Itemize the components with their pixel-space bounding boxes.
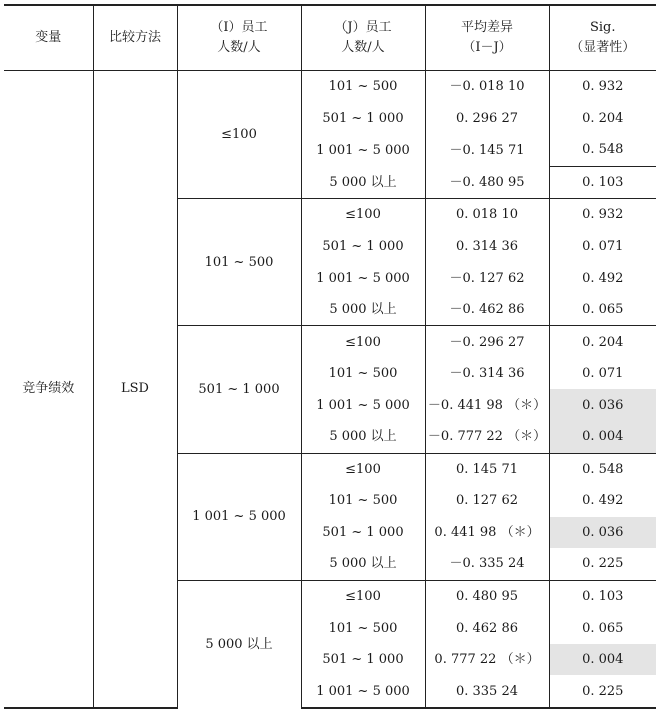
lsd-comparison-table (4, 4, 656, 709)
mean-difference-cell: 0. 296 27 (425, 103, 549, 135)
significance-cell: 0. 103 (549, 580, 656, 612)
significance-cell: 0. 004 (549, 644, 656, 676)
table-row (4, 71, 656, 103)
mean-difference-cell: 0. 335 24 (425, 675, 549, 708)
method-cell: LSD (93, 71, 177, 708)
mean-difference-cell: 0. 480 95 (425, 580, 549, 612)
j-group-cell: 101 ~ 500 (301, 485, 425, 517)
significance-cell: 0. 204 (549, 103, 656, 135)
significance-cell: 0. 004 (549, 421, 656, 453)
significance-cell: 0. 548 (549, 453, 656, 485)
j-group-cell: 5 000 以上 (301, 548, 425, 580)
j-group-cell: 5 000 以上 (301, 294, 425, 326)
j-group-cell: 501 ~ 1 000 (301, 103, 425, 135)
j-group-cell: 1 001 ~ 5 000 (301, 389, 425, 421)
mean-difference-cell: －0. 480 95 (425, 166, 549, 199)
significance-cell: 0. 036 (549, 517, 656, 549)
j-group-cell: 5 000 以上 (301, 166, 425, 199)
mean-difference-cell: 0. 777 22 （＊） (425, 644, 549, 676)
header-method: 比较方法 (93, 5, 177, 71)
mean-difference-cell: －0. 314 36 (425, 358, 549, 390)
j-group-cell: 101 ~ 500 (301, 612, 425, 644)
mean-difference-cell: －0. 335 24 (425, 548, 549, 580)
header-row (4, 5, 656, 71)
significance-cell: 0. 932 (549, 71, 656, 103)
significance-cell: 0. 036 (549, 389, 656, 421)
header-i-employees: （I）员工 人数/人 (177, 5, 301, 71)
j-group-cell: 501 ~ 1 000 (301, 644, 425, 676)
significance-cell: 0. 225 (549, 548, 656, 580)
mean-difference-cell: 0. 018 10 (425, 199, 549, 231)
header-significance: Sig. （显著性） (549, 5, 656, 71)
i-group-cell: 1 001 ~ 5 000 (177, 453, 301, 580)
j-group-cell: 101 ~ 500 (301, 358, 425, 390)
mean-difference-cell: 0. 314 36 (425, 231, 549, 263)
mean-difference-cell: －0. 145 71 (425, 134, 549, 166)
significance-cell: 0. 548 (549, 134, 656, 166)
significance-cell: 0. 492 (549, 262, 656, 294)
mean-difference-cell: 0. 462 86 (425, 612, 549, 644)
mean-difference-cell: －0. 441 98 （＊） (425, 389, 549, 421)
significance-cell: 0. 065 (549, 612, 656, 644)
header-variable: 变量 (4, 5, 93, 71)
significance-cell: 0. 225 (549, 675, 656, 708)
mean-difference-cell: 0. 441 98 （＊） (425, 517, 549, 549)
table-container (4, 4, 656, 709)
variable-cell: 竞争绩效 (4, 71, 93, 708)
j-group-cell: 501 ~ 1 000 (301, 231, 425, 263)
significance-cell: 0. 065 (549, 294, 656, 326)
j-group-cell: 1 001 ~ 5 000 (301, 134, 425, 166)
mean-difference-cell: －0. 127 62 (425, 262, 549, 294)
significance-cell: 0. 103 (549, 166, 656, 199)
j-group-cell: ≤100 (301, 580, 425, 612)
mean-difference-cell: 0. 127 62 (425, 485, 549, 517)
j-group-cell: ≤100 (301, 199, 425, 231)
mean-difference-cell: －0. 462 86 (425, 294, 549, 326)
significance-cell: 0. 932 (549, 199, 656, 231)
j-group-cell: 1 001 ~ 5 000 (301, 262, 425, 294)
significance-cell: 0. 071 (549, 358, 656, 390)
i-group-cell: 501 ~ 1 000 (177, 326, 301, 453)
j-group-cell: 1 001 ~ 5 000 (301, 675, 425, 708)
i-group-cell: 101 ~ 500 (177, 199, 301, 326)
significance-cell: 0. 492 (549, 485, 656, 517)
significance-cell: 0. 071 (549, 231, 656, 263)
j-group-cell: 101 ~ 500 (301, 71, 425, 103)
i-group-cell: ≤100 (177, 71, 301, 199)
j-group-cell: 501 ~ 1 000 (301, 517, 425, 549)
i-group-cell: 5 000 以上 (177, 580, 301, 708)
mean-difference-cell: －0. 777 22 （＊） (425, 421, 549, 453)
j-group-cell: ≤100 (301, 326, 425, 358)
j-group-cell: 5 000 以上 (301, 421, 425, 453)
table-body (4, 71, 656, 708)
header-mean-difference: 平均差异 （I－J） (425, 5, 549, 71)
j-group-cell: ≤100 (301, 453, 425, 485)
mean-difference-cell: －0. 296 27 (425, 326, 549, 358)
mean-difference-cell: －0. 018 10 (425, 71, 549, 103)
header-j-employees: （J）员工 人数/人 (301, 5, 425, 71)
mean-difference-cell: 0. 145 71 (425, 453, 549, 485)
significance-cell: 0. 204 (549, 326, 656, 358)
